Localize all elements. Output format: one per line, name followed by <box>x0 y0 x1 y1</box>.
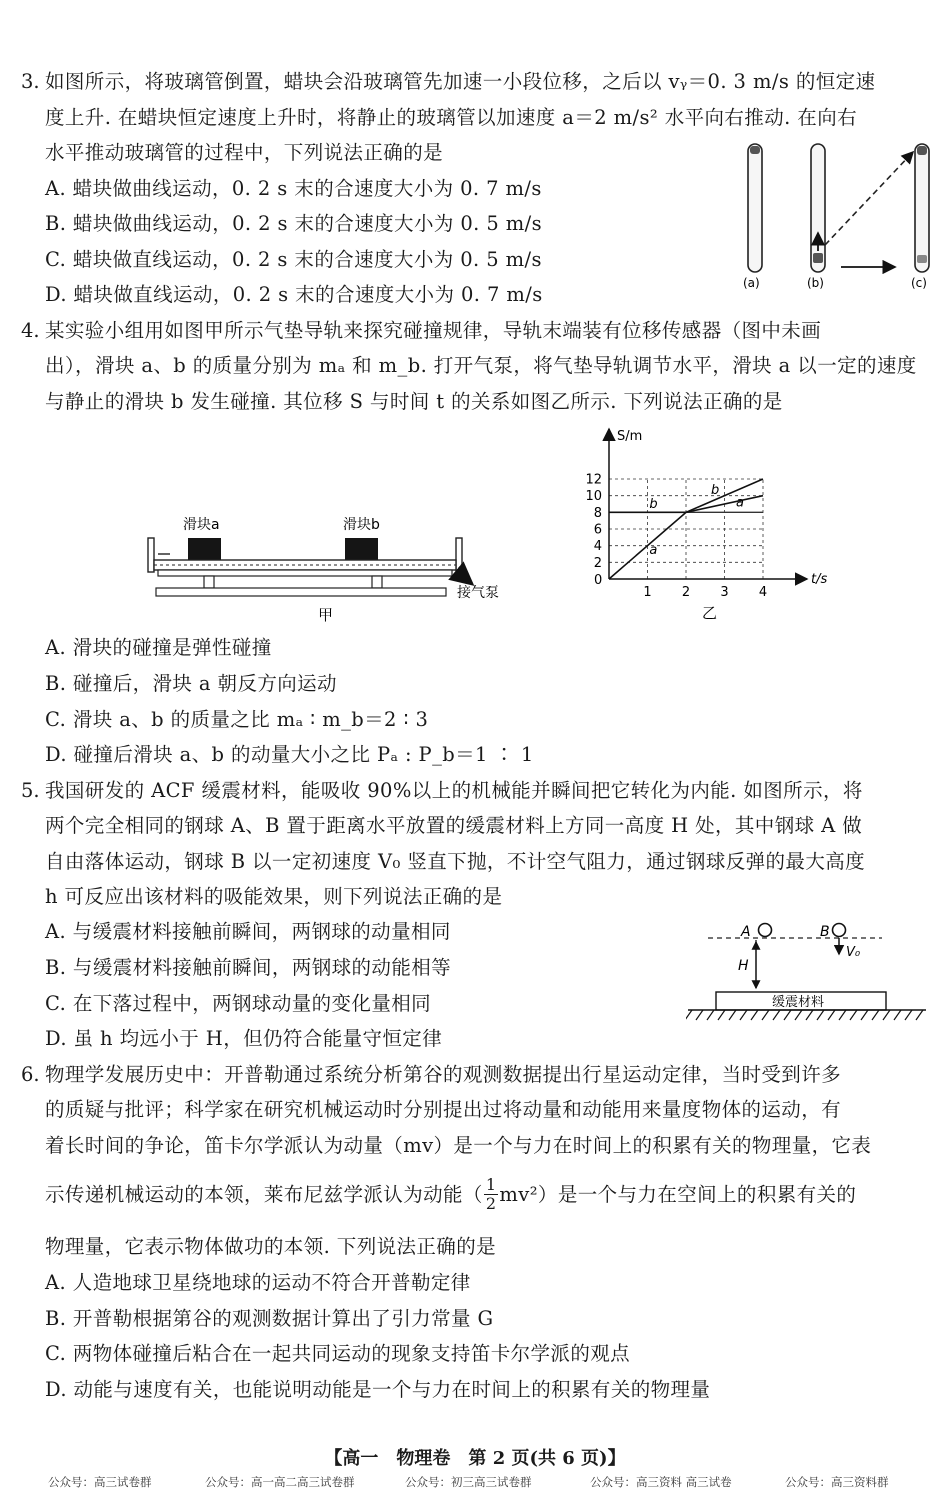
hatch-stroke <box>850 1010 857 1020</box>
q4-number: 4. <box>21 319 40 342</box>
y-tick-6: 6 <box>593 522 602 538</box>
x-tick-2: 2 <box>681 585 691 600</box>
q5-stem-line-4: h 可反应出该材料的吸能效果，则下列说法正确的是 <box>45 885 503 908</box>
q5-number: 5. <box>21 779 40 802</box>
q5-option-c: C. 在下落过程中，两钢球动量的变化量相同 <box>45 992 432 1015</box>
ad-text-1: 公众号：高三试卷群 <box>48 1475 152 1489</box>
q4-option-c: C. 滑块 a、b 的质量之比 mₐ ∶ m_b＝2 ∶ 3 <box>45 708 429 731</box>
hatch-stroke <box>718 1010 725 1020</box>
tube-c <box>915 144 929 272</box>
fraction-denominator: 2 <box>485 1194 497 1213</box>
hatch-stroke <box>894 1010 901 1020</box>
q3-stem-line-3: 水平推动玻璃管的过程中，下列说法正确的是 <box>45 141 444 164</box>
q6-line4-post: mv²）是一个与力在空间上的积累有关的 <box>499 1182 857 1206</box>
q3-option-b: B. 蜡块做曲线运动，0. 2 s 末的合速度大小为 0. 5 m/s <box>45 212 543 235</box>
q5-option-b: B. 与缓震材料接触前瞬间，两钢球的动能相等 <box>45 956 452 979</box>
series-a-label-before: a <box>649 543 658 558</box>
air-track-figure <box>140 512 520 627</box>
ad-text-4: 公众号：高三资料 高三试卷 <box>590 1475 732 1489</box>
q6-stem-line-2: 的质疑与批评；科学家在研究机械运动时分别提出过将动量和动能用来量度物体的运动，有 <box>45 1098 842 1121</box>
y-tick-8: 8 <box>593 505 602 521</box>
hatch-stroke <box>740 1010 747 1020</box>
q3-stem-line-1: 如图所示，将玻璃管倒置，蜡块会沿玻璃管先加速一小段位移，之后以 vᵧ＝0. 3 m/s 的恒定速 <box>45 70 876 93</box>
slider-a-label: 滑块a <box>183 517 220 533</box>
y-tick-4: 4 <box>593 539 602 555</box>
q4-option-b: B. 碰撞后，滑块 a 朝反方向运动 <box>45 672 337 695</box>
h-label: H <box>738 958 749 974</box>
trajectory-dashed-line <box>825 152 913 245</box>
q3-option-d: D. 蜡块做直线运动，0. 2 s 末的合速度大小为 0. 7 m/s <box>45 283 543 306</box>
hatch-stroke <box>762 1010 769 1020</box>
q3-number: 3. <box>21 70 40 93</box>
ground-hatching <box>686 1010 923 1020</box>
fraction <box>484 1176 499 1213</box>
hatch-stroke <box>686 1010 692 1020</box>
q6-stem-line-3: 着长时间的争论，笛卡尔学派认为动量（mv）是一个与力在时间上的积累有关的物理量，它表 <box>45 1134 872 1157</box>
slider-a <box>188 538 221 560</box>
drop-experiment-figure <box>686 916 936 1026</box>
y-tick-10: 10 <box>585 489 602 505</box>
hatch-stroke <box>696 1010 703 1020</box>
pump-arrow <box>460 574 472 584</box>
series-b-label-before: b <box>649 497 658 513</box>
series-b-label-after: b <box>711 483 720 498</box>
q6-option-d: D. 动能与速度有关，也能说明动能是一个与力在时间上的积累有关的物理量 <box>45 1378 711 1401</box>
hatch-stroke <box>828 1010 835 1020</box>
q5-stem-line-2: 两个完全相同的钢球 A、B 置于距离水平放置的缓震材料上方同一高度 H 处，其中钢球 A 做 <box>45 814 863 837</box>
label-a: (a) <box>743 276 760 290</box>
q6-line4-pre: 示传递机械运动的本领，莱布尼兹学派认为动能（ <box>45 1182 483 1206</box>
q5-option-d: D. 虽 h 均远小于 H，但仍符合能量守恒定律 <box>45 1027 443 1050</box>
ball-b <box>833 924 846 937</box>
hatch-stroke <box>839 1010 846 1020</box>
ball-b-label: B <box>820 924 830 940</box>
ball-a <box>759 924 772 937</box>
y-tick-2: 2 <box>593 555 602 571</box>
x-tick-3: 3 <box>720 585 729 600</box>
q4-option-d: D. 碰撞后滑块 a、b 的动量大小之比 Pₐ : P_b＝1 ∶ 1 <box>45 743 534 766</box>
pump-label: 接气泵 <box>457 585 499 601</box>
tube-b <box>811 144 825 272</box>
hatch-stroke <box>916 1010 923 1020</box>
s-t-graph <box>585 425 835 625</box>
q4-stem-line-3: 与静止的滑块 b 发生碰撞. 其位移 S 与时间 t 的关系如图乙所示. 下列说法正确的是 <box>45 390 783 413</box>
q3-stem-line-2: 度上升. 在蜡块恒定速度上升时，将静止的玻璃管以加速度 a＝2 m/s² 水平向右推动. 在向右 <box>45 106 858 129</box>
figure-yi-caption: 乙 <box>702 604 718 622</box>
q4-stem-line-2: 出），滑块 a、b 的质量分别为 mₐ 和 m_b. 打开气泵，将气垫导轨调节水平，滑块 a 以一定的速度 <box>45 354 917 377</box>
q6-stem-line-4 <box>45 1176 856 1213</box>
ad-text-3: 公众号：初三高三试卷群 <box>405 1475 532 1489</box>
hatch-stroke <box>795 1010 802 1020</box>
q4-stem-line-1: 某实验小组用如图甲所示气垫导轨来探究碰撞规律，导轨末端装有位移传感器（图中未画 <box>45 319 822 342</box>
ball-a-label: A <box>741 924 751 940</box>
slider-b-label: 滑块b <box>343 517 380 533</box>
hatch-stroke <box>905 1010 912 1020</box>
tube-a <box>748 144 762 272</box>
hatch-stroke <box>751 1010 758 1020</box>
page-footer: 【高一 物理卷 第 2 页(共 6 页)】 <box>324 1448 626 1469</box>
q5-option-a: A. 与缓震材料接触前瞬间，两钢球的动量相同 <box>45 920 451 943</box>
q6-option-b: B. 开普勒根据第谷的观测数据计算出了引力常量 G <box>45 1307 494 1330</box>
x-tick-4: 4 <box>758 585 768 600</box>
x-tick-1: 1 <box>643 585 652 600</box>
hatch-stroke <box>707 1010 714 1020</box>
hatch-stroke <box>817 1010 824 1020</box>
hatch-stroke <box>883 1010 890 1020</box>
ad-text-2: 公众号：高一高二高三试卷群 <box>205 1475 355 1489</box>
label-c: (c) <box>911 276 927 290</box>
hatch-stroke <box>872 1010 879 1020</box>
q3-option-a: A. 蜡块做曲线运动，0. 2 s 末的合速度大小为 0. 7 m/s <box>45 177 542 200</box>
hatch-stroke <box>729 1010 736 1020</box>
q5-stem-line-1: 我国研发的 ACF 缓震材料，能吸收 90%以上的机械能并瞬间把它转化为内能. 如图所示，将 <box>45 779 863 802</box>
ad-text-5: 公众号：高三资料群 <box>785 1475 889 1489</box>
q6-number: 6. <box>21 1063 40 1086</box>
fraction-numerator: 1 <box>485 1175 497 1194</box>
material-label: 缓震材料 <box>772 995 825 1010</box>
q6-option-a: A. 人造地球卫星绕地球的运动不符合开普勒定律 <box>45 1271 471 1294</box>
x-axis-label: t/s <box>811 572 828 587</box>
slider-b <box>345 538 378 560</box>
figure-jia-caption: 甲 <box>318 606 334 624</box>
series-a-label-after: a <box>736 495 745 511</box>
q3-glass-tube-figure <box>735 140 940 292</box>
v0-label: V₀ <box>846 945 861 960</box>
hatch-stroke <box>784 1010 791 1020</box>
q3-option-c: C. 蜡块做直线运动，0. 2 s 末的合速度大小为 0. 5 m/s <box>45 248 542 271</box>
y-tick-12: 12 <box>585 472 602 488</box>
graph-grid <box>609 479 763 579</box>
hatch-stroke <box>861 1010 868 1020</box>
q6-stem-line-5: 物理量，它表示物体做功的本领. 下列说法正确的是 <box>45 1235 496 1258</box>
hatch-stroke <box>806 1010 813 1020</box>
q6-option-c: C. 两物体碰撞后粘合在一起共同运动的现象支持笛卡尔学派的观点 <box>45 1342 631 1365</box>
q6-stem-line-1: 物理学发展历史中：开普勒通过系统分析第谷的观测数据提出行星运动定律，当时受到许多 <box>45 1063 842 1086</box>
label-b: (b) <box>807 276 824 290</box>
y-axis-label: S/m <box>617 429 643 444</box>
q5-stem-line-3: 自由落体运动，钢球 B 以一定初速度 V₀ 竖直下抛，不计空气阻力，通过钢球反弹的最大高度 <box>45 850 866 873</box>
origin-label: 0 <box>594 573 603 588</box>
hatch-stroke <box>773 1010 780 1020</box>
q4-option-a: A. 滑块的碰撞是弹性碰撞 <box>45 636 272 659</box>
